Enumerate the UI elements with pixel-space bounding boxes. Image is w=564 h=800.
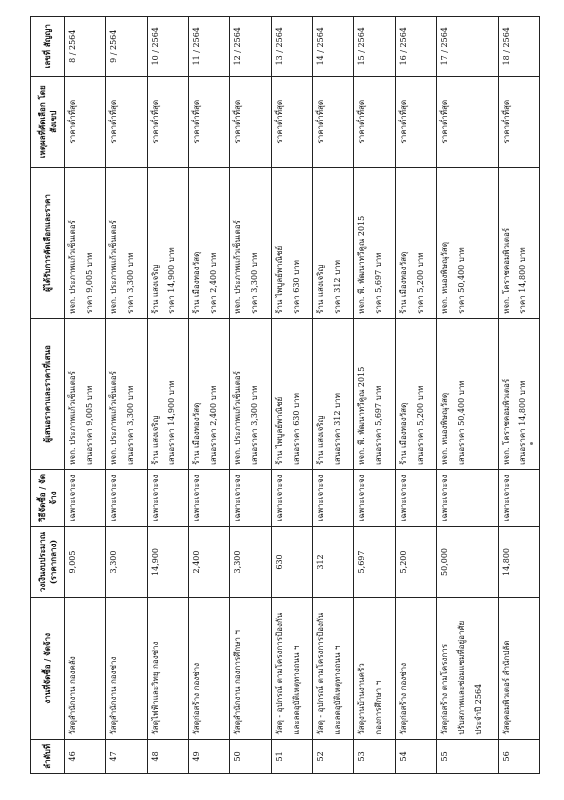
col-header-item: งานที่จัดซื้อ / จัดจ้าง [31, 597, 65, 739]
bidder-cell [147, 318, 188, 469]
row-number [271, 739, 312, 773]
winner-cell [271, 167, 312, 318]
method-cell [230, 469, 271, 526]
contract-cell-text: 16 / 2564 [398, 27, 408, 66]
bidder-cell-line: หจก. โคราชคอมพิวเตอร์ [501, 378, 511, 465]
contract-cell-text: 9 / 2564 [109, 29, 119, 63]
bidder-cell-line: ร้าน แสงเจริญ [316, 415, 326, 465]
budget-cell-text: 5,697 [357, 550, 367, 574]
bidder-cell-line: เสนอราคา 3,300 บาท [126, 385, 136, 465]
winner-cell-line: ร้าน เมืองทองวัสดุ [398, 251, 408, 314]
budget-cell-text: 9,005 [68, 550, 77, 574]
item-cell-line: วัสดุงานบ้านงานครัว [357, 663, 367, 735]
budget-cell-text: 2,400 [192, 550, 202, 574]
row-number-text: 50 [233, 751, 243, 762]
winner-cell-line: ร้าน แสงเจริญ [316, 264, 326, 314]
item-cell [498, 597, 539, 739]
method-cell [106, 469, 147, 526]
table-row [106, 17, 147, 774]
item-cell [354, 597, 395, 739]
reason-cell-text: ราคาต่ำที่สุด [150, 99, 160, 144]
bidder-cell-line: ร้าน เมืองทองวัสดุ [398, 402, 408, 465]
reason-cell-text: ราคาต่ำที่สุด [501, 99, 511, 144]
bidder-cell [498, 318, 539, 469]
winner-cell [354, 167, 395, 318]
item-cell-line: วัสดุก่อสร้าง กองช่าง [192, 662, 202, 735]
budget-cell [271, 527, 312, 598]
bidder-cell-line: เสนอราคา 5,200 บาท [415, 385, 425, 465]
bidder-cell-line: เสนอราคา 14,800 บาท [518, 380, 528, 465]
budget-cell-text: 5,200 [398, 550, 408, 574]
table-row [395, 17, 436, 774]
item-cell [271, 597, 312, 739]
item-cell-line: วัสดุก่อสร้าง กองช่าง [398, 662, 408, 735]
col-header-contract: เลขที่ สัญญา [31, 17, 65, 77]
col-header-budget: วงเงินงบประมาณ (ราคากลาง) [31, 527, 65, 598]
item-cell [395, 597, 436, 739]
bidder-cell-line: หจก. ประภาพแก้วเซ็นเตอร์ [109, 371, 119, 465]
bidder-cell [313, 318, 354, 469]
bidder-cell-line: เสนอราคา 630 บาท [291, 393, 301, 465]
budget-cell [230, 527, 271, 598]
budget-cell-text: 50,000 [440, 547, 450, 576]
contract-cell-text: 11 / 2564 [192, 27, 202, 66]
winner-cell [498, 167, 539, 318]
table-row [498, 17, 539, 774]
method-cell [437, 469, 498, 526]
reason-cell [354, 76, 395, 167]
item-cell-line: และลดอุบัติเหตุทางถนน ฯ [291, 645, 301, 735]
row-number-text: 51 [274, 751, 284, 762]
reason-cell [65, 76, 106, 167]
bidder-cell-line: เสนอราคา 312 บาท [332, 393, 342, 465]
reason-cell-text: ราคาต่ำที่สุด [274, 99, 284, 144]
winner-cell-line: หจก. โคราชคอมพิวเตอร์ [501, 227, 511, 314]
method-cell-text: เฉพาะเจาะจง [68, 474, 77, 522]
bidder-cell-line: หจก. ประภาพแก้วเซ็นเตอร์ [68, 371, 77, 465]
procurement-table [30, 16, 540, 774]
col-header-method: วิธีจัดซื้อ / จัดจ้าง [31, 469, 65, 526]
item-cell-line: และลดอุบัติเหตุทางถนน ฯ [332, 645, 342, 735]
method-cell [498, 469, 539, 526]
reason-cell-text: ราคาต่ำที่สุด [316, 99, 326, 144]
contract-cell [189, 17, 230, 77]
table-row [313, 17, 354, 774]
budget-cell [313, 527, 354, 598]
budget-cell [65, 527, 106, 598]
bidder-cell [65, 318, 106, 469]
row-number-text: 47 [109, 751, 119, 762]
row-number [65, 739, 106, 773]
budget-cell [498, 527, 539, 598]
contract-cell [65, 17, 106, 77]
reason-cell [189, 76, 230, 167]
winner-cell [313, 167, 354, 318]
contract-cell-text: 15 / 2564 [357, 27, 367, 66]
method-cell-text: เฉพาะเจาะจง [150, 474, 160, 522]
method-cell-text: เฉพาะเจาะจง [398, 474, 408, 522]
method-cell [395, 469, 436, 526]
item-cell [437, 597, 498, 739]
method-cell-text: เฉพาะเจาะจง [316, 474, 326, 522]
reason-cell [230, 76, 271, 167]
row-number-text: 55 [440, 751, 450, 762]
item-cell-line: ปรับสภาพและซ่อมแซมที่อยู่อาศัย [456, 620, 466, 735]
method-cell-text: เฉพาะเจาะจง [440, 474, 450, 522]
budget-cell [354, 527, 395, 598]
reason-cell [498, 76, 539, 167]
row-number-text: 46 [68, 751, 77, 762]
contract-cell-text: 14 / 2564 [316, 27, 326, 66]
winner-cell-line: ราคา 630 บาท [291, 260, 301, 314]
winner-cell [65, 167, 106, 318]
method-cell-text: เฉพาะเจาะจง [501, 474, 511, 522]
reason-cell [395, 76, 436, 167]
row-number [189, 739, 230, 773]
scan-speck [530, 442, 533, 445]
budget-cell-text: 14,900 [150, 547, 160, 576]
bidder-cell-line: เสนอราคา 14,900 บาท [167, 380, 177, 465]
reason-cell-text: ราคาต่ำที่สุด [357, 99, 367, 144]
item-cell-line: วัสดุ - อุปกรณ์ ตามโครงการป้องกัน [274, 612, 284, 735]
col-header-no: ลำดับที่ [31, 739, 65, 773]
bidder-cell-line: ร้าน ไพบูลย์พาณิชย์ [274, 396, 284, 465]
contract-cell [354, 17, 395, 77]
budget-cell-text: 630 [274, 554, 284, 570]
bidder-cell [189, 318, 230, 469]
bidder-cell-line: เสนอราคา 3,300 บาท [250, 385, 260, 465]
budget-cell-text: 312 [316, 554, 326, 570]
contract-cell-text: 10 / 2564 [150, 27, 160, 66]
item-cell-line: วัสดุก่อสร้าง ตามโครงการ [440, 643, 450, 735]
row-number [395, 739, 436, 773]
method-cell-text: เฉพาะเจาะจง [357, 474, 367, 522]
item-cell [313, 597, 354, 739]
winner-cell [147, 167, 188, 318]
bidder-cell [437, 318, 498, 469]
item-cell-line: วัสดุไฟฟ้าและวิทยุ กองช่าง [150, 641, 160, 735]
item-cell [189, 597, 230, 739]
contract-cell [313, 17, 354, 77]
winner-cell-line: ร้าน เมืองทองวัสดุ [192, 251, 202, 314]
method-cell [313, 469, 354, 526]
row-number [354, 739, 395, 773]
row-number-text: 56 [501, 751, 511, 762]
winner-cell-line: ร้าน ไพบูลย์พาณิชย์ [274, 245, 284, 314]
budget-cell-text: 3,300 [233, 550, 243, 574]
bidder-cell-line: หจก. ประภาพแก้วเซ็นเตอร์ [233, 371, 243, 465]
item-cell [106, 597, 147, 739]
method-cell [271, 469, 312, 526]
winner-cell-line: ราคา 5,200 บาท [415, 252, 425, 314]
row-number-text: 52 [316, 751, 326, 762]
method-cell-text: เฉพาะเจาะจง [109, 474, 119, 522]
table-row [189, 17, 230, 774]
winner-cell-line: ราคา 5,697 บาท [374, 252, 384, 314]
bidder-cell [271, 318, 312, 469]
method-cell-text: เฉพาะเจาะจง [274, 474, 284, 522]
winner-cell-line: ราคา 9,005 บาท [84, 252, 94, 314]
bidder-cell-line: เสนอราคา 2,400 บาท [208, 385, 218, 465]
bidder-cell-line: หจก. หนองพิษณุวัสดุ [440, 392, 450, 465]
row-number [437, 739, 498, 773]
reason-cell [271, 76, 312, 167]
row-number-text: 53 [357, 751, 367, 762]
reason-cell-text: ราคาต่ำที่สุด [398, 99, 408, 144]
table-row [271, 17, 312, 774]
winner-cell-line: หจก. ประภาพแก้วเซ็นเตอร์ [233, 220, 243, 314]
reason-cell-text: ราคาต่ำที่สุด [440, 99, 450, 144]
bidder-cell [230, 318, 271, 469]
reason-cell-text: ราคาต่ำที่สุด [233, 99, 243, 144]
row-number-text: 54 [398, 751, 408, 762]
row-number-text: 48 [150, 751, 160, 762]
budget-cell [106, 527, 147, 598]
bidder-cell [106, 318, 147, 469]
table-row [230, 17, 271, 774]
reason-cell-text: ราคาต่ำที่สุด [68, 99, 77, 144]
budget-cell [189, 527, 230, 598]
table-row [354, 17, 395, 774]
budget-cell [395, 527, 436, 598]
budget-cell [147, 527, 188, 598]
winner-cell-line: ราคา 3,300 บาท [126, 252, 136, 314]
contract-cell [395, 17, 436, 77]
contract-cell-text: 12 / 2564 [233, 27, 243, 66]
table-row [147, 17, 188, 774]
contract-cell-text: 18 / 2564 [501, 27, 511, 66]
reason-cell [313, 76, 354, 167]
item-cell-line: วัสดุสำนักงาน กองคลัง [68, 656, 77, 735]
winner-cell-line: ราคา 14,800 บาท [518, 247, 528, 314]
row-number [313, 739, 354, 773]
table-row [65, 17, 106, 774]
header-row [31, 17, 65, 774]
method-cell-text: เฉพาะเจาะจง [192, 474, 202, 522]
item-cell-line: วัสดุสำนักงาน กองช่าง [109, 656, 119, 735]
item-cell-line: กองการศึกษา ฯ [374, 680, 384, 735]
col-header-winner: ผู้ได้รับการคัดเลือกและราคา [31, 167, 65, 318]
winner-cell-line: หจก. พี. พัฒนาทวีคูณ 2015 [357, 215, 367, 314]
reason-cell-text: ราคาต่ำที่สุด [109, 99, 119, 144]
winner-cell-line: ร้าน แสงเจริญ [150, 264, 160, 314]
winner-cell-line: หจก. ประภาพแก้วเซ็นเตอร์ [68, 220, 77, 314]
contract-cell [498, 17, 539, 77]
winner-cell [230, 167, 271, 318]
winner-cell-line: ราคา 312 บาท [332, 260, 342, 314]
method-cell-text: เฉพาะเจาะจง [233, 474, 243, 522]
contract-cell-text: 17 / 2564 [440, 27, 450, 66]
item-cell [147, 597, 188, 739]
bidder-cell-line: ร้าน เมืองทองวัสดุ [192, 402, 202, 465]
winner-cell-line: ราคา 14,900 บาท [167, 247, 177, 314]
contract-cell [147, 17, 188, 77]
winner-cell-line: ราคา 50,400 บาท [456, 247, 466, 314]
method-cell [65, 469, 106, 526]
reason-cell [437, 76, 498, 167]
winner-cell [189, 167, 230, 318]
contract-cell-text: 13 / 2564 [274, 27, 284, 66]
item-cell-line: วัสดุคอมพิวเตอร์ สำนักปลัด [501, 640, 511, 735]
item-cell [65, 597, 106, 739]
item-cell-line: วัสดุ - อุปกรณ์ ตามโครงการป้องกัน [316, 612, 326, 735]
bidder-cell-line: หจก. พี. พัฒนาทวีคูณ 2015 [357, 366, 367, 465]
winner-cell [106, 167, 147, 318]
contract-cell [271, 17, 312, 77]
reason-cell [106, 76, 147, 167]
bidder-cell-line: เสนอราคา 9,005 บาท [84, 385, 94, 465]
row-number [498, 739, 539, 773]
winner-cell-line: ราคา 3,300 บาท [250, 252, 260, 314]
bidder-cell-line: เสนอราคา 50,400 บาท [456, 380, 466, 465]
budget-cell-text: 14,800 [501, 547, 511, 576]
winner-cell-line: ราคา 2,400 บาท [208, 252, 218, 314]
contract-cell [106, 17, 147, 77]
col-header-reason: เหตุผลที่คัดเลือก โดยสังเขป [31, 76, 65, 167]
item-cell [230, 597, 271, 739]
row-number [106, 739, 147, 773]
row-number [230, 739, 271, 773]
winner-cell [395, 167, 436, 318]
method-cell [189, 469, 230, 526]
bidder-cell-line: เสนอราคา 5,697 บาท [374, 385, 384, 465]
item-cell-line: ประจำปี 2564 [473, 683, 483, 735]
winner-cell-line: หจก. หนองพิษณุวัสดุ [440, 242, 450, 314]
method-cell [147, 469, 188, 526]
contract-cell [437, 17, 498, 77]
winner-cell-line: หจก. ประภาพแก้วเซ็นเตอร์ [109, 220, 119, 314]
row-number [147, 739, 188, 773]
bidder-cell [354, 318, 395, 469]
table-row [437, 17, 498, 774]
reason-cell [147, 76, 188, 167]
method-cell [354, 469, 395, 526]
reason-cell-text: ราคาต่ำที่สุด [192, 99, 202, 144]
winner-cell [437, 167, 498, 318]
budget-cell [437, 527, 498, 598]
budget-cell-text: 3,300 [109, 550, 119, 574]
col-header-bidder: ผู้เสนอราคาและราคาที่เสนอ [31, 318, 65, 469]
row-number-text: 49 [192, 751, 202, 762]
contract-cell [230, 17, 271, 77]
contract-cell-text: 8 / 2564 [68, 29, 77, 63]
bidder-cell-line: ร้าน แสงเจริญ [150, 415, 160, 465]
item-cell-line: วัสดุสำนักงาน กองการศึกษา ฯ [233, 630, 243, 735]
bidder-cell [395, 318, 436, 469]
